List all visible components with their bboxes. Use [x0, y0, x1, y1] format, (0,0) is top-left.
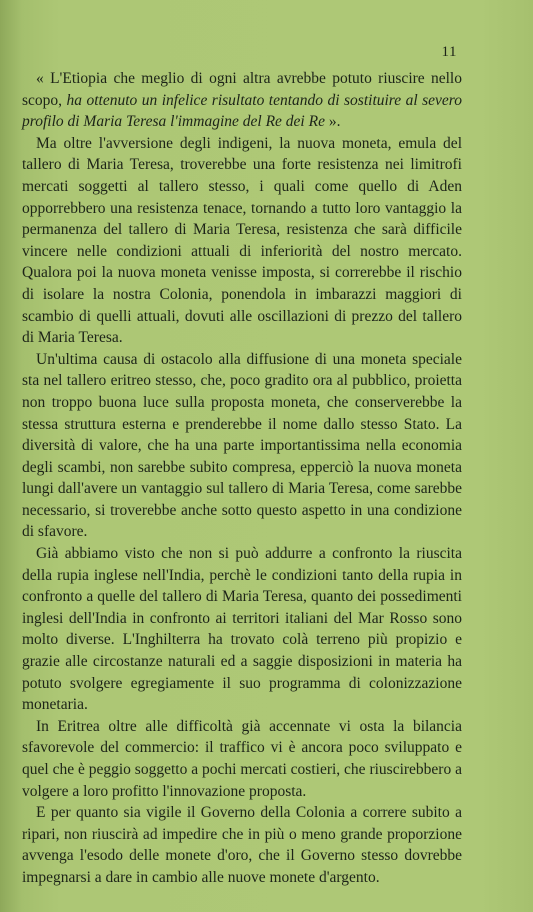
text-span: Un'ultima causa di ostacolo alla diffusione di una moneta speciale sta nel tallero eritreo stesso, che, poco gradito ora al pubblico, proietta non troppo buona luce sulla proposta moneta, che conserverebbe la stessa struttura esterna e prenderebbe il nome dallo stesso Stato. La diversità di valore, che ha una parte importantissima nella economia degli scambi, non sarebbe subito compresa, epperciò la nuova moneta lungi dall'avere un vantaggio sul tallero di Maria Teresa, come sarebbe necessario, si troverebbe anche sotto questo aspetto in una condizione di sfavore.	[22, 350, 462, 541]
text-span: « L'Etiopia che meglio di ogni altra avrebbe potuto riuscire nello scopo,	[22, 70, 462, 109]
text-span: In Eritrea oltre alle difficoltà già accennate vi osta la bilancia sfavorevole del commercio: il traffico vi è ancora poco sviluppato e quel che è peggio soggetto a pochi mercati costieri, che riuscirebbero a volgere a loro profitto l'innovazione proposta.	[22, 717, 462, 800]
page-number: 11	[441, 44, 457, 60]
paragraph	[22, 133, 462, 349]
paragraph	[22, 349, 462, 543]
text-span: Ma oltre l'avversione degli indigeni, la nuova moneta, emula del tallero di Maria Teresa, troverebbe una forte resistenza nei limitrofi mercati soggetti al tallero stesso, i quali come quello di Aden opporrebbero una resistenza tenace, tornando a tutto loro vantaggio la permanenza del tallero di Maria Teresa, resistenza che sarà difficile vincere nelle condizioni attuali di inferiorità del nostro mercato. Qualora poi la nuova moneta venisse imposta, si correrebbe il rischio di isolare la nostra Colonia, ponendola in imbarazzi maggiori di scambio di quelli attuali, dovuti alle oscillazioni di prezzo del tallero di Maria Teresa.	[22, 134, 462, 347]
text-span: E per quanto sia vigile il Governo della Colonia a correre subito a ripari, non riuscirà ad impedire che in più o meno grande proporzione avvenga l'esodo delle monete d'oro, che il Governo stesso dovrebbe impegnarsi a dare in cambio alle nuove monete d'argento.	[22, 804, 462, 886]
paragraph	[22, 802, 462, 888]
body-text	[22, 68, 462, 889]
italic-text-span: ha ottenuto un infelice risultato tentando di sostituire al severo profilo di Maria Teresa l'immagine del Re dei Re	[22, 91, 463, 131]
paragraph	[22, 716, 462, 802]
text-span: Già abbiamo visto che non si può addurre a confronto la riuscita della rupia inglese nell'India, perchè le condizioni tanto della rupia in confronto a quelle del tallero di Maria Teresa, quanto dei possedimenti inglesi dell'India in confronto ai territori italiani del Mar Rosso sono molto diverse. L'Inghilterra ha trovato colà terreno più propizio e grazie alle circostanze naturali ed a saggie disposizioni in materia ha potuto svolgere egregiamente il suo programma di colonizzazione monetaria.	[22, 545, 462, 714]
text-span: ».	[324, 113, 341, 131]
paragraph	[22, 543, 462, 716]
paragraph-quote	[22, 68, 462, 133]
